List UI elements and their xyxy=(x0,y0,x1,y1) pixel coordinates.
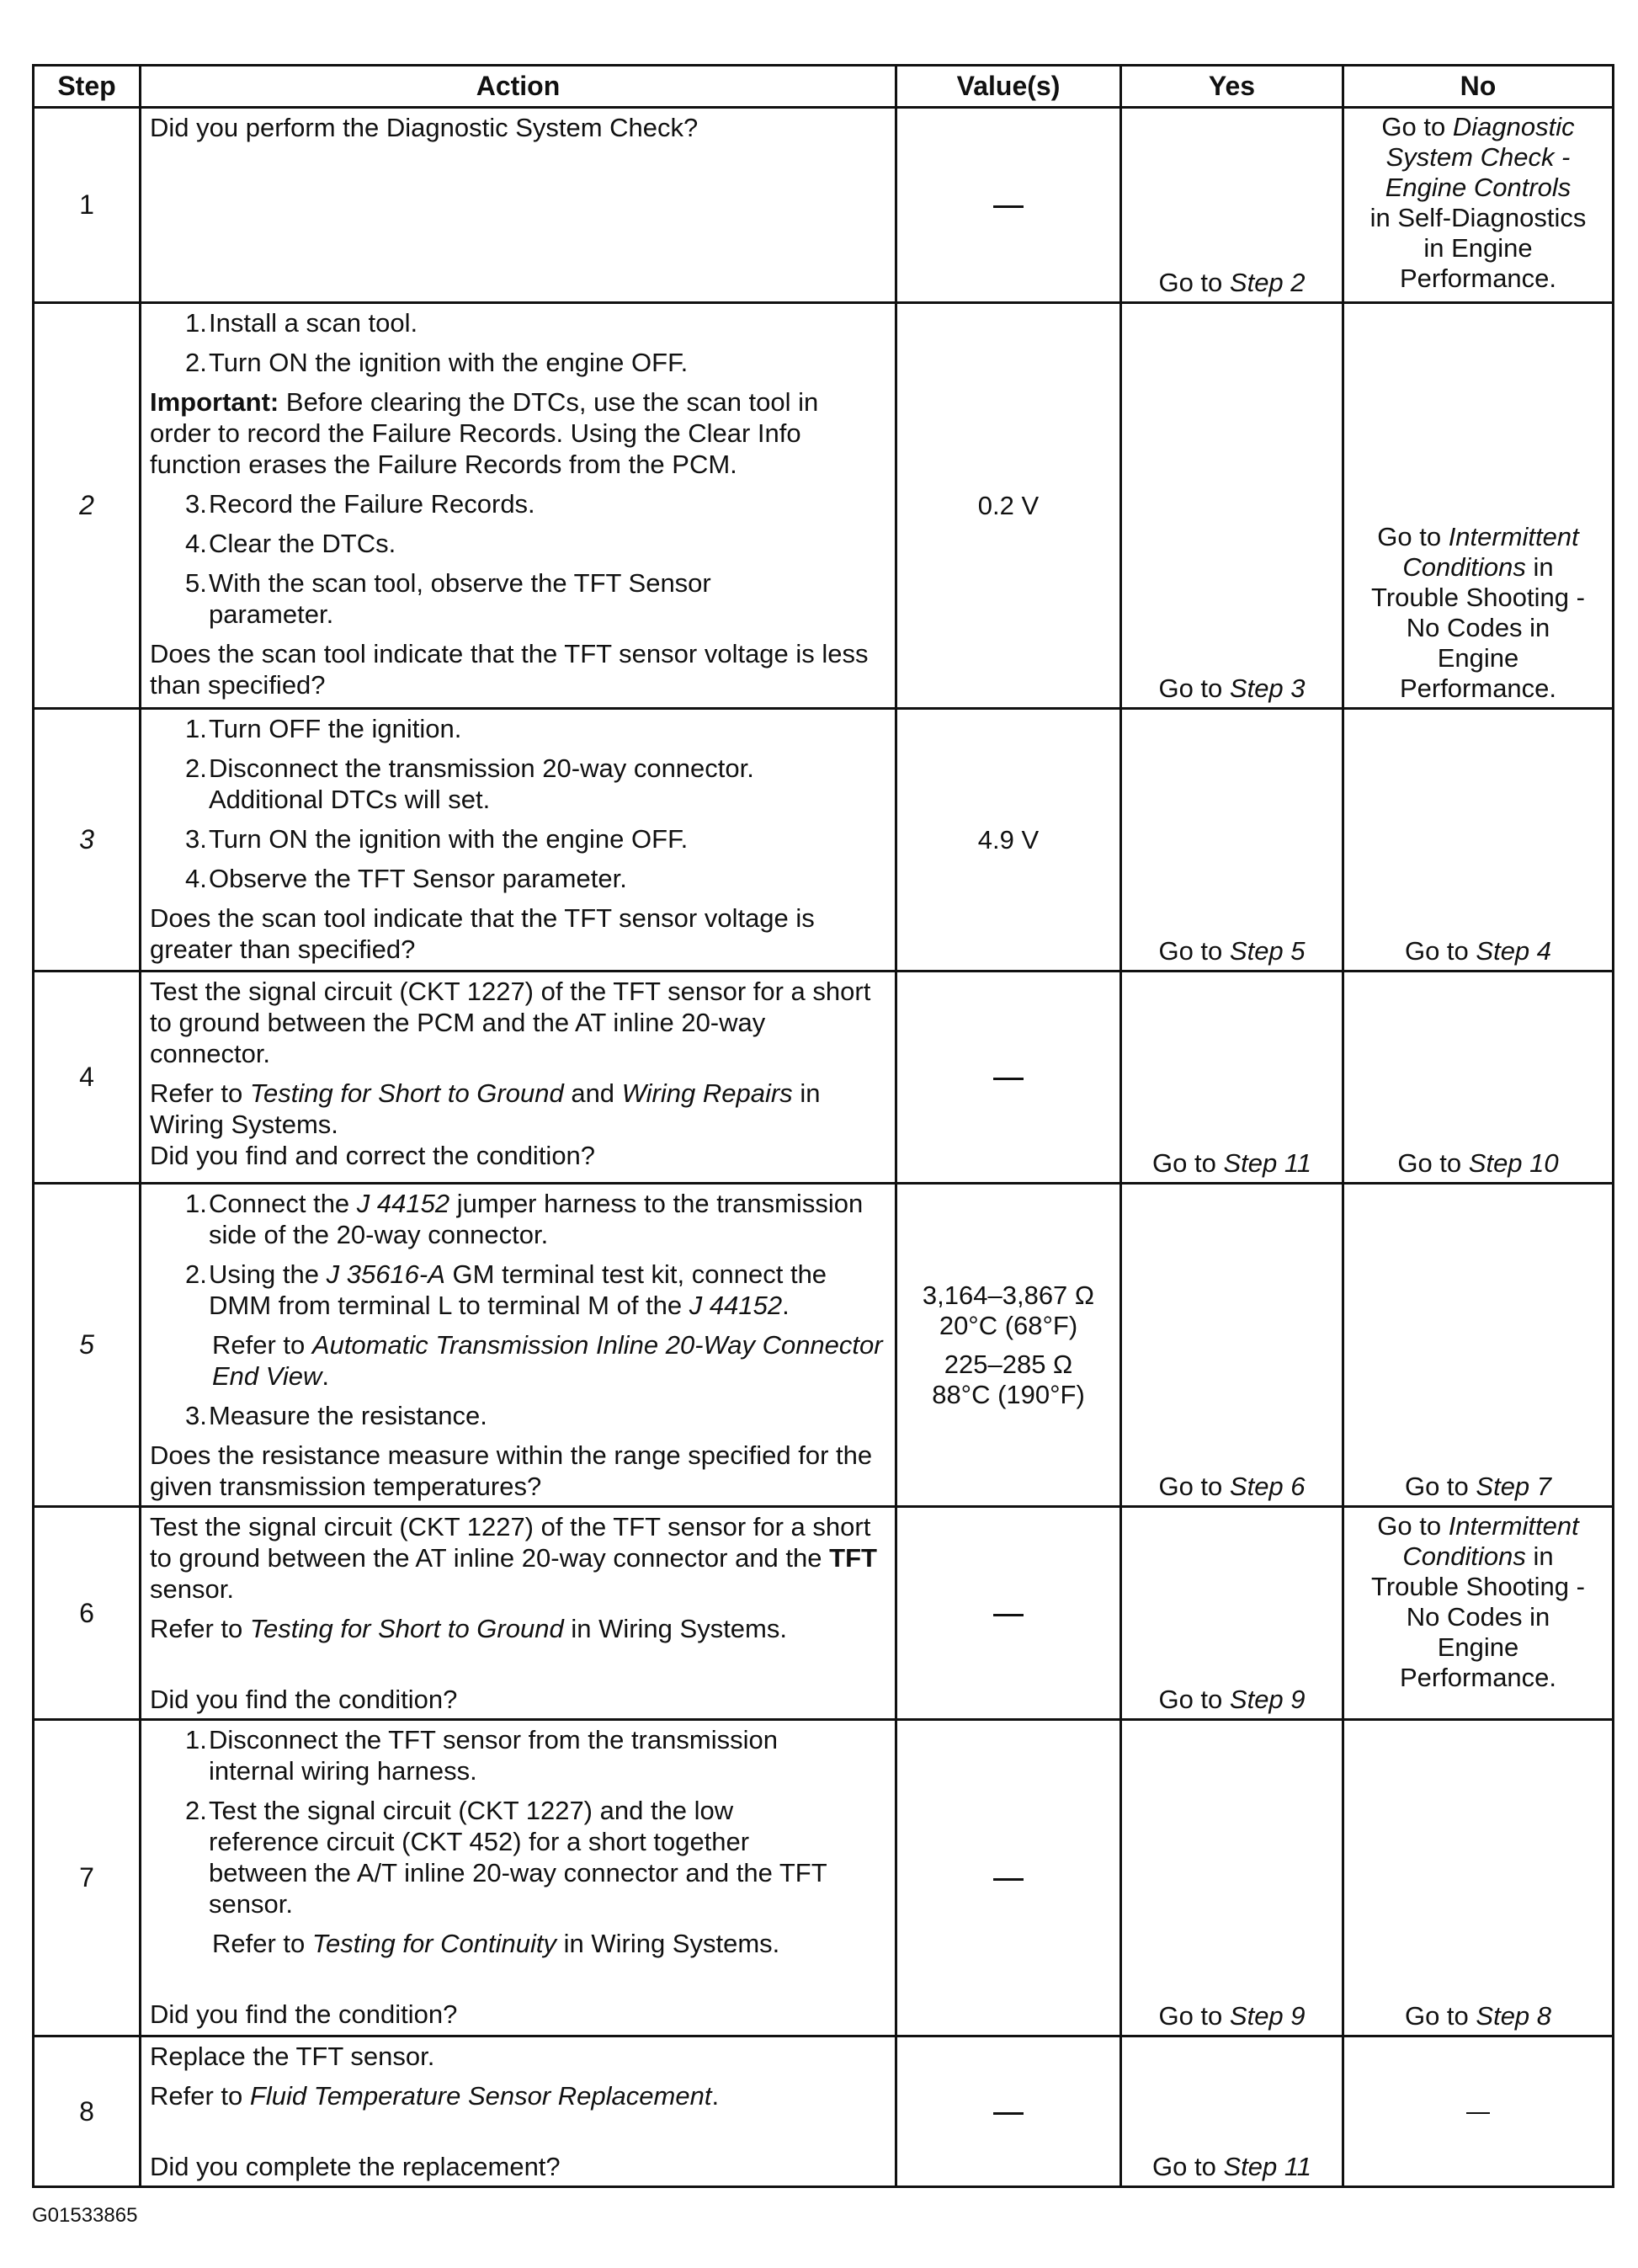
action-cell xyxy=(141,1184,896,1507)
header-yes: Yes xyxy=(1121,66,1343,108)
dash xyxy=(993,205,1024,208)
table-row xyxy=(34,709,1614,972)
step-list: 3. Record the Failure Records. 4. Clear the DTCs. 5. With the scan tool, observe the TFT Sensor parameter. xyxy=(185,489,711,629)
no-cell: Go to Step 8 xyxy=(1343,1720,1614,2036)
step-number: 5 xyxy=(34,1184,141,1507)
step-list: 1. Disconnect the TFT sensor from the transmission internal wiring harness. 2. Test the signal circuit (CKT 1227) and the low reference circuit (CKT 452) for a short together between the A/T inline 20-way connector and the TFT sensor. xyxy=(185,1725,827,1919)
refer-note: Refer to Testing for Short to Ground in Wiring Systems. xyxy=(150,1614,787,1643)
value-cell: 4.9 V xyxy=(896,709,1121,972)
table-row xyxy=(34,303,1614,709)
value-cell xyxy=(896,1507,1121,1720)
step-list: 1. Turn OFF the ignition. 2. Disconnect the transmission 20-way connector. Additional DTCs will set. 3. Turn ON the ignition with the engine OFF. 4. Observe the TFT Sensor parameter. xyxy=(185,714,754,893)
question: Did you complete the replacement? xyxy=(150,2152,561,2181)
question: Did you find the condition? xyxy=(150,1685,458,1714)
action-cell: Test the signal circuit (CKT 1227) of the TFT sensor for a short to ground between the PCM and the AT inline 20-way connector. Refer to Testing for Short to Ground and Wiring Repairs in Wiring Systems. Did you find and correct the condition? xyxy=(141,972,896,1184)
yes-cell: Go to Step 11 xyxy=(1121,972,1343,1184)
action-cell xyxy=(141,108,896,303)
yes-cell: Go to Step 9 xyxy=(1121,1507,1343,1720)
question: Did you find and correct the condition? xyxy=(150,1141,596,1170)
refer-note: Refer to Fluid Temperature Sensor Replacement. xyxy=(150,2081,720,2111)
step-number: 3 xyxy=(34,709,141,972)
dash xyxy=(993,2112,1024,2115)
action-cell xyxy=(141,1720,896,2036)
value-cell: 3,164–3,867 Ω 20°C (68°F) 225–285 Ω 88°C (190°F) xyxy=(896,1184,1121,1507)
step-number: 7 xyxy=(34,1720,141,2036)
table-row xyxy=(34,972,1614,1184)
yes-cell: Go to Step 2 xyxy=(1121,108,1343,303)
table-header-row xyxy=(34,66,1614,108)
dash xyxy=(993,1078,1024,1080)
action-cell xyxy=(141,709,896,972)
question: Does the scan tool indicate that the TFT sensor voltage is less than specified? xyxy=(150,639,869,700)
step-number: 4 xyxy=(34,972,141,1184)
header-action: Action xyxy=(141,66,896,108)
yes-cell: Go to Step 6 xyxy=(1121,1184,1343,1507)
dash xyxy=(993,1878,1024,1881)
step-list: 1. Connect the J 44152 jumper harness to the transmission side of the 20-way connector. 2. Using the J 35616-A GM terminal test kit, connect the DMM from terminal L to terminal M of the J 44152. xyxy=(185,1189,864,1320)
step-list: 3. Measure the resistance. xyxy=(185,1401,487,1430)
action-cell: Replace the TFT sensor. Refer to Fluid Temperature Sensor Replacement. Did you complete the replacement? xyxy=(141,2036,896,2187)
no-cell xyxy=(1343,2036,1614,2187)
refer-note: Refer to Automatic Transmission Inline 20-Way Connector End View. xyxy=(212,1330,883,1391)
refer-note: Refer to Testing for Continuity in Wiring Systems. xyxy=(212,1929,780,1958)
step-number: 2 xyxy=(34,303,141,709)
header-no: No xyxy=(1343,66,1614,108)
header-step: Step xyxy=(34,66,141,108)
dash xyxy=(993,1614,1024,1616)
value-cell xyxy=(896,972,1121,1184)
step-number: 6 xyxy=(34,1507,141,1720)
question: Does the resistance measure within the range specified for the given transmission temperatures? xyxy=(150,1440,873,1501)
value-cell: 0.2 V xyxy=(896,303,1121,709)
value-cell xyxy=(896,2036,1121,2187)
value-cell xyxy=(896,108,1121,303)
step-list: 1. Install a scan tool. 2. Turn ON the ignition with the engine OFF. xyxy=(185,308,689,377)
action-cell xyxy=(141,303,896,709)
table-row xyxy=(34,1720,1614,2036)
important-note: Important: Before clearing the DTCs, use the scan tool in order to record the Failure Records. Using the Clear Info function erases the Failure Records from the PCM. xyxy=(150,387,819,479)
question: Does the scan tool indicate that the TFT sensor voltage is greater than specified? xyxy=(150,903,815,964)
table-row xyxy=(34,1507,1614,1720)
question: Did you find the condition? xyxy=(150,1999,458,2029)
no-cell: Go to Intermittent Conditions in Trouble Shooting - No Codes in Engine Performance. xyxy=(1343,303,1614,709)
action-cell: Test the signal circuit (CKT 1227) of the TFT sensor for a short to ground between the AT inline 20-way connector and the TFT sensor. Refer to Testing for Short to Ground in Wiring Systems. Did you find the condition? xyxy=(141,1507,896,1720)
table-row xyxy=(34,1184,1614,1507)
figure-code: G01533865 xyxy=(32,2204,138,2227)
step-number: 1 xyxy=(34,108,141,303)
header-values: Value(s) xyxy=(896,66,1121,108)
table-row xyxy=(34,108,1614,303)
no-cell: Go to Step 4 xyxy=(1343,709,1614,972)
diagnostic-table xyxy=(32,64,1614,2188)
no-cell: Go to Step 7 xyxy=(1343,1184,1614,1507)
refer-note: Refer to Testing for Short to Ground and Wiring Repairs in Wiring Systems. xyxy=(150,1078,821,1139)
no-cell: Go to Intermittent Conditions in Trouble Shooting - No Codes in Engine Performance. xyxy=(1343,1507,1614,1720)
step-number: 8 xyxy=(34,2036,141,2187)
yes-cell: Go to Step 11 xyxy=(1121,2036,1343,2187)
yes-cell: Go to Step 9 xyxy=(1121,1720,1343,2036)
yes-cell: Go to Step 5 xyxy=(1121,709,1343,972)
dash xyxy=(1466,2112,1490,2114)
table-row xyxy=(34,2036,1614,2187)
no-cell: Go to Diagnostic System Check - Engine Controls in Self-Diagnostics in Engine Performance. xyxy=(1343,108,1614,303)
value-cell xyxy=(896,1720,1121,2036)
question: Did you perform the Diagnostic System Check? xyxy=(150,113,699,142)
yes-cell: Go to Step 3 xyxy=(1121,303,1343,709)
no-cell: Go to Step 10 xyxy=(1343,972,1614,1184)
